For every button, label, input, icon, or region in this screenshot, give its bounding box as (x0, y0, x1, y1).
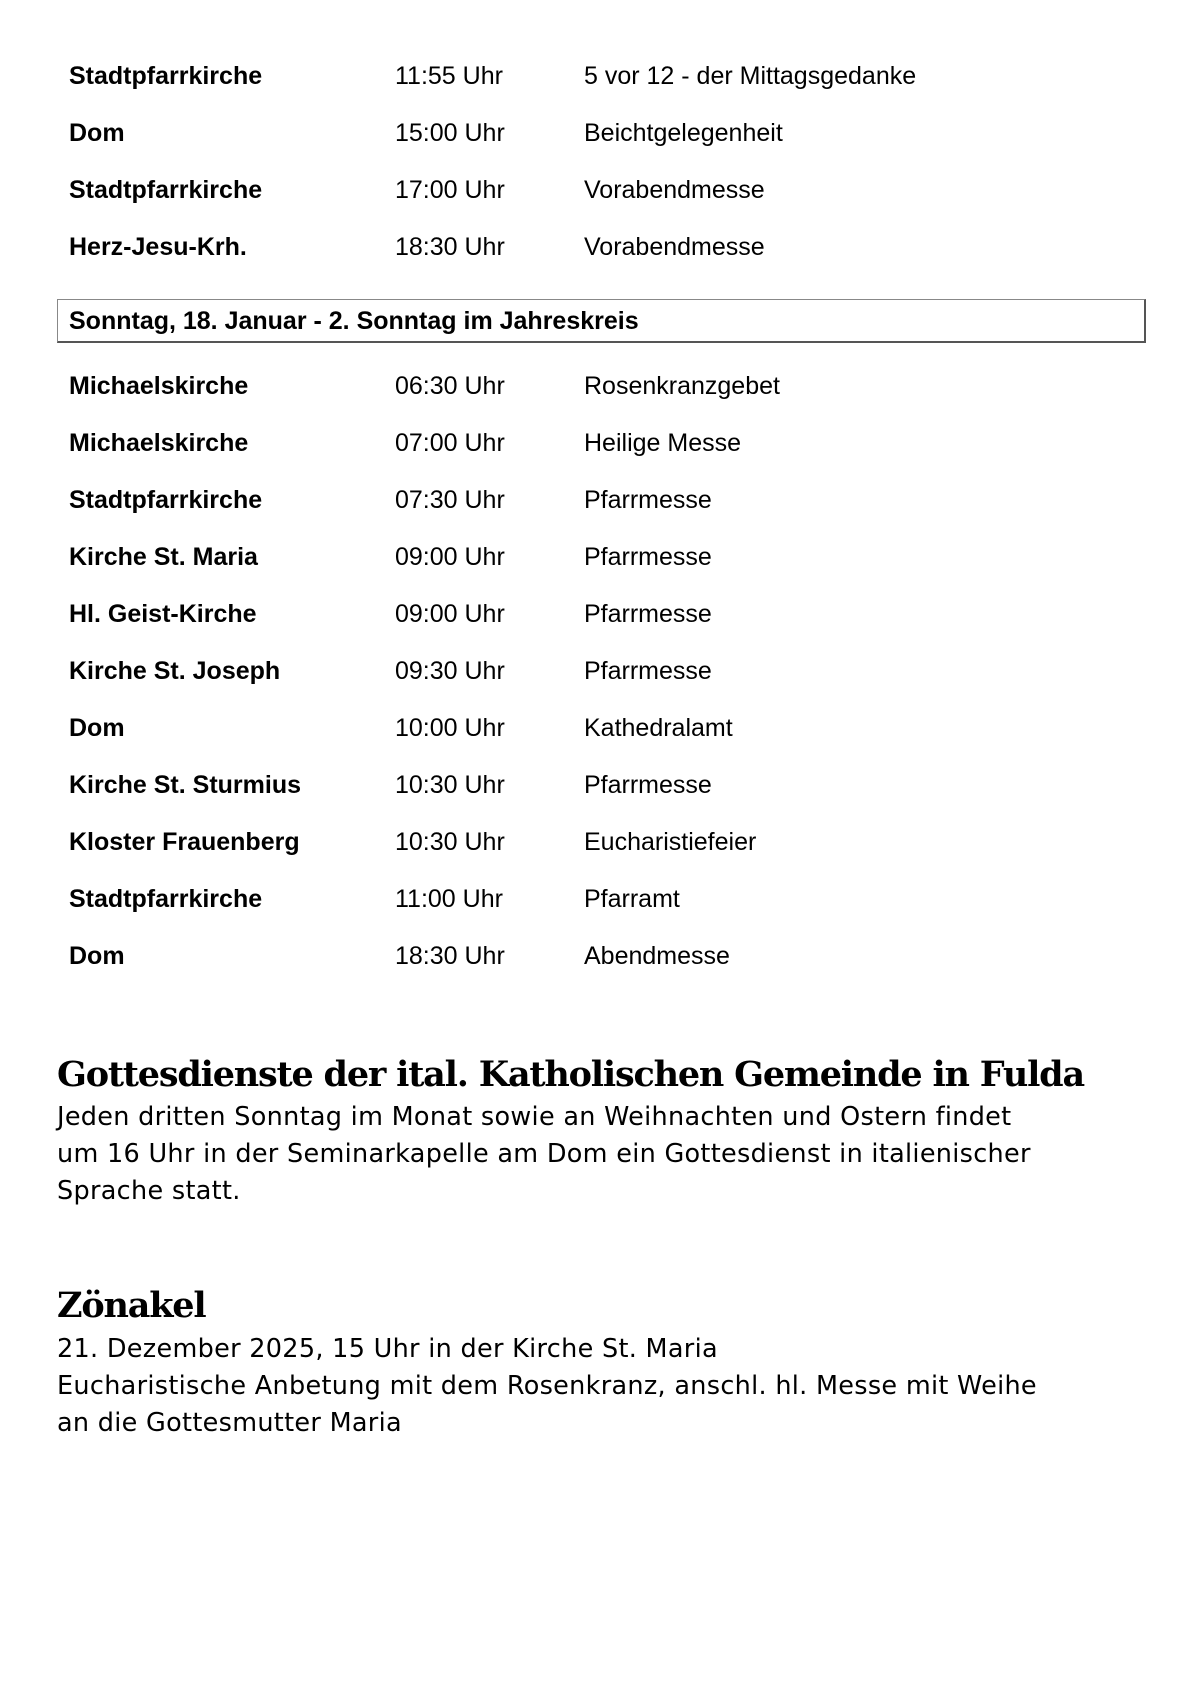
schedule-row (0, 882, 1200, 916)
time: 09:30 Uhr (395, 657, 505, 685)
description: Pfarrmesse (584, 543, 712, 571)
description: Kathedralamt (584, 714, 733, 742)
location: Stadtpfarrkirche (69, 885, 263, 913)
paragraph-line: um 16 Uhr in der Seminarkapelle am Dom ein Gottesdienst in italienischer (57, 1139, 1031, 1169)
description: Beichtgelegenheit (584, 119, 783, 147)
description: Pfarrmesse (584, 486, 712, 514)
schedule-row (0, 59, 1200, 93)
day-header-title: Sonntag, 18. Januar - 2. Sonntag im Jahreskreis (69, 307, 639, 335)
location: Stadtpfarrkirche (69, 176, 263, 204)
time: 06:30 Uhr (395, 372, 505, 400)
location: Michaelskirche (69, 372, 249, 400)
paragraph-line: 21. Dezember 2025, 15 Uhr in der Kirche St. Maria (57, 1334, 718, 1364)
location: Dom (69, 714, 125, 742)
section-heading: Zönakel (57, 1285, 206, 1326)
schedule-row (0, 230, 1200, 264)
location: Kirche St. Sturmius (69, 771, 301, 799)
location: Michaelskirche (69, 429, 249, 457)
schedule-row (0, 939, 1200, 973)
paragraph-line: Jeden dritten Sonntag im Monat sowie an Weihnachten und Ostern findet (57, 1102, 1012, 1132)
time: 17:00 Uhr (395, 176, 505, 204)
time: 11:00 Uhr (395, 885, 503, 913)
time: 18:30 Uhr (395, 233, 505, 261)
location: Stadtpfarrkirche (69, 486, 263, 514)
schedule-row (0, 711, 1200, 745)
description: Abendmesse (584, 942, 730, 970)
schedule-row (0, 483, 1200, 517)
schedule-row (0, 825, 1200, 859)
location: Hl. Geist-Kirche (69, 600, 257, 628)
paragraph-line: Sprache statt. (57, 1176, 241, 1206)
section-heading: Gottesdienste der ital. Katholischen Gemeinde in Fulda (57, 1054, 1084, 1095)
location: Dom (69, 119, 125, 147)
time: 18:30 Uhr (395, 942, 505, 970)
schedule-row (0, 768, 1200, 802)
paragraph-line: Eucharistische Anbetung mit dem Rosenkranz, anschl. hl. Messe mit Weihe (57, 1371, 1037, 1401)
description: Eucharistiefeier (584, 828, 757, 856)
location: Herz-Jesu-Krh. (69, 233, 247, 261)
time: 07:30 Uhr (395, 486, 505, 514)
schedule-row (0, 426, 1200, 460)
paragraph-line: an die Gottesmutter Maria (57, 1408, 402, 1438)
time: 10:30 Uhr (395, 828, 505, 856)
description: 5 vor 12 - der Mittagsgedanke (584, 62, 917, 90)
schedule-row (0, 654, 1200, 688)
time: 10:30 Uhr (395, 771, 505, 799)
schedule-row (0, 173, 1200, 207)
location: Kloster Frauenberg (69, 828, 300, 856)
description: Rosenkranzgebet (584, 372, 780, 400)
location: Stadtpfarrkirche (69, 62, 263, 90)
location: Kirche St. Joseph (69, 657, 281, 685)
description: Pfarrmesse (584, 771, 712, 799)
schedule-row (0, 540, 1200, 574)
time: 11:55 Uhr (395, 62, 503, 90)
description: Pfarramt (584, 885, 680, 913)
time: 10:00 Uhr (395, 714, 505, 742)
schedule-row (0, 369, 1200, 403)
day-header-box (57, 299, 1146, 343)
time: 07:00 Uhr (395, 429, 505, 457)
description: Vorabendmesse (584, 176, 765, 204)
location: Dom (69, 942, 125, 970)
description: Pfarrmesse (584, 600, 712, 628)
schedule-row (0, 116, 1200, 150)
time: 09:00 Uhr (395, 600, 505, 628)
description: Vorabendmesse (584, 233, 765, 261)
description: Pfarrmesse (584, 657, 712, 685)
time: 09:00 Uhr (395, 543, 505, 571)
location: Kirche St. Maria (69, 543, 258, 571)
schedule-row (0, 597, 1200, 631)
description: Heilige Messe (584, 429, 742, 457)
time: 15:00 Uhr (395, 119, 505, 147)
